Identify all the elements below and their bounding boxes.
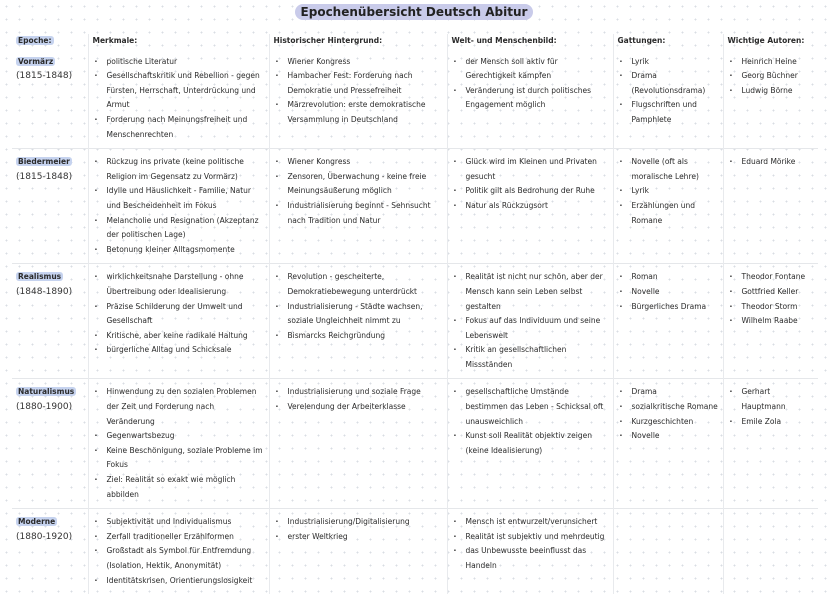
epoch-years: (1880-1920) — [16, 531, 73, 542]
authors-cell — [723, 379, 818, 509]
history-list — [274, 155, 443, 228]
list-item: · gesellschaftliche Umstände bestimmen das Leben - Schicksal oft unausweichlich — [466, 385, 609, 429]
table-row — [12, 55, 818, 149]
epoch-name: Realismus — [18, 272, 62, 282]
list-item: · Gerhart Hauptmann — [742, 385, 815, 414]
header-history: Historischer Hintergrund: — [269, 34, 447, 55]
list-item: · Zerfall traditioneller Erzählformen — [107, 530, 265, 545]
list-item: · Bismarcks Reichgründung — [288, 329, 443, 344]
authors-cell — [723, 509, 818, 594]
epoch-cell — [12, 55, 88, 149]
list-item: · Hambacher Fest: Forderung nach Demokratie und Pressefreiheit — [288, 69, 443, 98]
header-worldview: Welt- und Menschenbild: — [447, 34, 613, 55]
features-cell — [88, 509, 269, 594]
authors-list — [728, 155, 815, 170]
list-item: · Realität ist subjektiv und mehrdeutig — [466, 530, 609, 545]
list-item: · Subjektivität und Individualismus — [107, 515, 265, 530]
epoch-name: Naturalismus — [18, 387, 75, 397]
header-genres: Gattungen: — [613, 34, 723, 55]
features-list — [93, 270, 265, 358]
features-list — [93, 515, 265, 588]
history-list — [274, 270, 443, 343]
list-item: · das Unbewusste beeinflusst das Handeln — [466, 544, 609, 573]
list-item: · Theodor Storm — [742, 300, 815, 315]
history-list — [274, 515, 443, 544]
list-item: · Gegenwartsbezug — [107, 429, 265, 444]
features-cell — [88, 379, 269, 509]
header-epoch: Epoche: — [18, 36, 52, 45]
list-item: · Fokus auf das Individuum und seine Lebenswelt — [466, 314, 609, 343]
epoch-years: (1815-1848) — [16, 171, 73, 182]
epoch-name: Biedermeier — [18, 157, 70, 167]
authors-cell — [723, 55, 818, 149]
history-cell — [269, 509, 447, 594]
authors-cell — [723, 149, 818, 264]
worldview-cell — [447, 509, 613, 594]
table-row — [12, 509, 818, 594]
features-cell — [88, 149, 269, 264]
genres-cell — [613, 55, 723, 149]
epoch-years: (1848-1890) — [16, 286, 73, 297]
list-item: · Industrialisierung/Digitalisierung — [288, 515, 443, 530]
worldview-cell — [447, 55, 613, 149]
worldview-cell — [447, 264, 613, 379]
genres-list — [618, 385, 719, 443]
epoch-cell — [12, 509, 88, 594]
worldview-list — [452, 155, 609, 213]
history-cell — [269, 149, 447, 264]
list-item: · Roman — [632, 270, 719, 285]
list-item: · Kritik an gesellschaftlichen Missständen — [466, 343, 609, 372]
table-row — [12, 264, 818, 379]
authors-list — [728, 270, 815, 328]
list-item: · Flugschriften und Pamphlete — [632, 98, 719, 127]
list-item: · Glück wird im Kleinen und Privaten gesucht — [466, 155, 609, 184]
list-item: · erster Weltkrieg — [288, 530, 443, 545]
worldview-list — [452, 270, 609, 372]
list-item: · Georg Büchner — [742, 69, 815, 84]
authors-list — [728, 385, 815, 429]
list-item: · Hinwendung zu den sozialen Problemen der Zeit und Forderung nach Veränderung — [107, 385, 265, 429]
worldview-cell — [447, 379, 613, 509]
list-item: · Großstadt als Symbol für Entfremdung (Isolation, Hektik, Anonymität) — [107, 544, 265, 573]
page-title: Epochenübersicht Deutsch Abitur — [0, 5, 828, 19]
list-item: · Eduard Mörike — [742, 155, 815, 170]
list-item: · Politik gilt als Bedrohung der Ruhe — [466, 184, 609, 199]
genres-list — [618, 155, 719, 228]
list-item: · Erzählungen und Romane — [632, 199, 719, 228]
epoch-cell — [12, 264, 88, 379]
list-item: · Märzrevolution: erste demokratische Versammlung in Deutschland — [288, 98, 443, 127]
list-item: · Betonung kleiner Alltagsmomente — [107, 243, 265, 258]
list-item: · Kurzgeschichten — [632, 415, 719, 430]
list-item: · Emile Zola — [742, 415, 815, 430]
features-cell — [88, 55, 269, 149]
list-item: · Veränderung ist durch politisches Engagement möglich — [466, 84, 609, 113]
worldview-cell — [447, 149, 613, 264]
authors-list — [728, 55, 815, 99]
list-item: · wirklichkeitsnahe Darstellung - ohne Übertreibung oder Idealisierung — [107, 270, 265, 299]
list-item: · bürgerliche Alltag und Schicksale — [107, 343, 265, 358]
list-item: · Wiener Kongress — [288, 55, 443, 70]
list-item: · Präzise Schilderung der Umwelt und Gesellschaft — [107, 300, 265, 329]
list-item: · Rückzug ins private (keine politische Religion im Gegensatz zu Vormärz) — [107, 155, 265, 184]
epoch-years: (1880-1900) — [16, 402, 73, 413]
list-item: · Lyrik — [632, 184, 719, 199]
list-item: · Industrialisierung und soziale Frage — [288, 385, 443, 400]
list-item: · Drama — [632, 385, 719, 400]
list-item: · Theodor Fontane — [742, 270, 815, 285]
epoch-name: Vormärz — [18, 56, 54, 66]
list-item: · Heinrich Heine — [742, 55, 815, 70]
table-row — [12, 379, 818, 509]
list-item: · Kritische, aber keine radikale Haltung — [107, 329, 265, 344]
list-item: · Ludwig Börne — [742, 84, 815, 99]
history-cell — [269, 55, 447, 149]
list-item: · Industrialisierung beginnt - Sehnsucht nach Tradition und Natur — [288, 199, 443, 228]
genres-cell — [613, 509, 723, 594]
features-list — [93, 155, 265, 257]
list-item: · Wilhelm Raabe — [742, 314, 815, 329]
epoch-name: Moderne — [18, 517, 56, 527]
genres-cell — [613, 149, 723, 264]
header-features: Merkmale: — [88, 34, 269, 55]
genres-list — [618, 270, 719, 314]
epoch-table-body — [12, 34, 818, 594]
genres-cell — [613, 264, 723, 379]
list-item: · Identitätskrisen, Orientierungslosigkeit — [107, 574, 265, 589]
list-item: · Idylle und Häuslichkeit - Familie, Natur und Bescheidenheit im Fokus — [107, 184, 265, 213]
list-item: · politische Literatur — [107, 55, 265, 70]
list-item: · Wiener Kongress — [288, 155, 443, 170]
list-item: · Novelle — [632, 429, 719, 444]
header-authors: Wichtige Autoren: — [723, 34, 818, 55]
features-list — [93, 55, 265, 143]
history-cell — [269, 379, 447, 509]
list-item: · Forderung nach Meinungsfreiheit und Menschenrechten — [107, 113, 265, 142]
list-item: · sozialkritische Romane — [632, 400, 719, 415]
list-item: · Revolution - gescheiterte, Demokratiebewegung unterdrückt — [288, 270, 443, 299]
history-list — [274, 385, 443, 414]
authors-cell — [723, 264, 818, 379]
worldview-list — [452, 515, 609, 573]
genres-cell — [613, 379, 723, 509]
epoch-table — [12, 34, 818, 594]
history-list — [274, 55, 443, 128]
worldview-list — [452, 385, 609, 458]
list-item: · der Mensch soll aktiv für Gerechtigkeit kämpfen — [466, 55, 609, 84]
list-item: · Natur als Rückzugsort — [466, 199, 609, 214]
list-item: · Industrialisierung - Städte wachsen, soziale Ungleichheit nimmt zu — [288, 300, 443, 329]
list-item: · Mensch ist entwurzelt/verunsichert — [466, 515, 609, 530]
list-item: · Ziel: Realität so exakt wie möglich abbilden — [107, 473, 265, 502]
list-item: · Keine Beschönigung, soziale Probleme im Fokus — [107, 444, 265, 473]
features-list — [93, 385, 265, 502]
list-item: · Novelle — [632, 285, 719, 300]
epoch-years: (1815-1848) — [16, 71, 73, 82]
list-item: · Kunst soll Realität objektiv zeigen (keine Idealisierung) — [466, 429, 609, 458]
genres-list — [618, 55, 719, 128]
epoch-cell — [12, 379, 88, 509]
table-row — [12, 149, 818, 264]
worldview-list — [452, 55, 609, 113]
list-item: · Realität ist nicht nur schön, aber der Mensch kann sein Leben selbst gestalten — [466, 270, 609, 314]
list-item: · Drama (Revolutionsdrama) — [632, 69, 719, 98]
list-item: · Zensoren, Überwachung - keine freie Meinungsäußerung möglich — [288, 170, 443, 199]
list-item: · Melancholie und Resignation (Akzeptanz der politischen Lage) — [107, 214, 265, 243]
table-header-row — [12, 34, 818, 55]
list-item: · Gesellschaftskritik und Rebellion - gegen Fürsten, Herrschaft, Unterdrückung und Armut — [107, 69, 265, 113]
list-item: · Lyrik — [632, 55, 719, 70]
epoch-cell — [12, 149, 88, 264]
history-cell — [269, 264, 447, 379]
list-item: · Verelendung der Arbeiterklasse — [288, 400, 443, 415]
features-cell — [88, 264, 269, 379]
list-item: · Gottfried Keller — [742, 285, 815, 300]
list-item: · Novelle (oft als moralische Lehre) — [632, 155, 719, 184]
list-item: · Bürgerliches Drama — [632, 300, 719, 315]
